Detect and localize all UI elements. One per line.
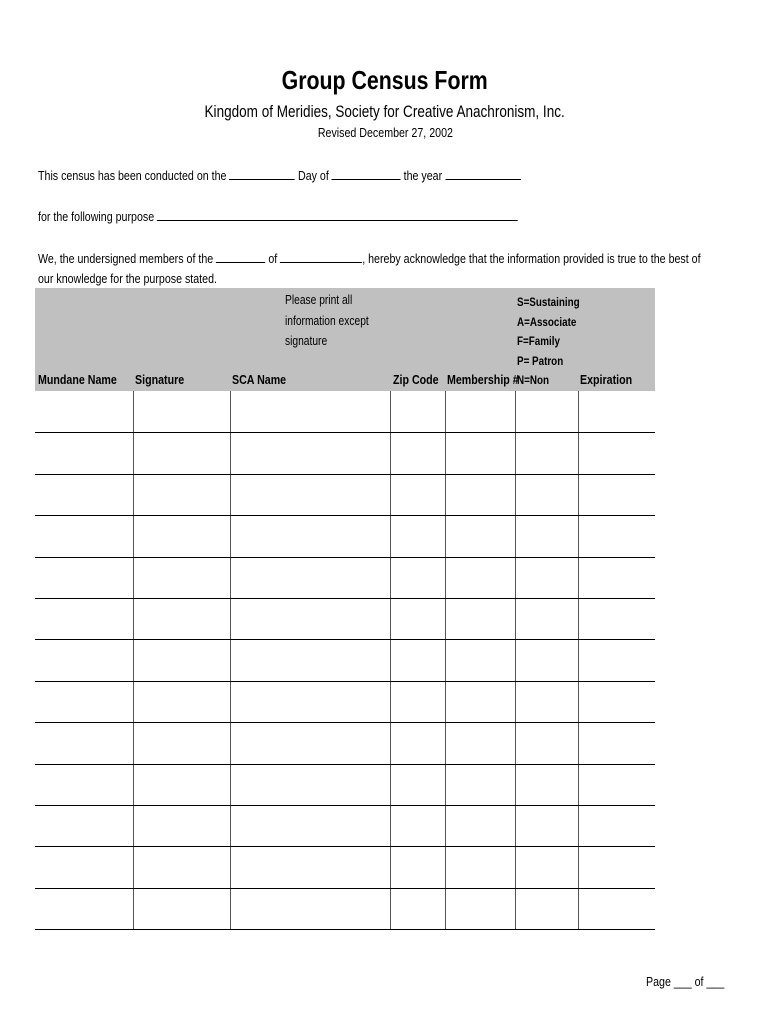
col-membership-type: N=Non	[517, 373, 549, 387]
census-table-body	[35, 391, 655, 929]
column-divider	[133, 391, 134, 929]
acknowledgement-line-2: our knowledge for the purpose stated.	[38, 271, 217, 286]
group-type-blank[interactable]	[216, 250, 265, 263]
col-sca-name: SCA Name	[232, 372, 287, 387]
conducted-line: This census has been conducted on the Day of the year	[38, 167, 627, 185]
year-blank[interactable]	[445, 167, 520, 180]
col-signature: Signature	[135, 372, 185, 387]
table-row[interactable]	[35, 929, 655, 930]
table-row[interactable]	[35, 474, 655, 475]
col-membership-number: Membership #	[447, 372, 519, 387]
table-row[interactable]	[35, 846, 655, 847]
column-divider	[578, 391, 579, 929]
column-divider	[230, 391, 231, 929]
form-title: Group Census Form	[281, 65, 489, 95]
col-expiration: Expiration	[580, 372, 633, 387]
table-row[interactable]	[35, 805, 655, 806]
table-row[interactable]	[35, 557, 655, 558]
table-row[interactable]	[35, 764, 655, 765]
table-row[interactable]	[35, 722, 655, 723]
purpose-line: for the following purpose	[38, 208, 623, 226]
table-row[interactable]	[35, 432, 655, 433]
membership-legend: S=Sustaining A=Associate F=Family P= Patron	[517, 295, 580, 368]
purpose-blank[interactable]	[157, 208, 518, 221]
col-mundane-name: Mundane Name	[38, 372, 117, 387]
column-divider	[445, 391, 446, 929]
page-number: Page ___ of ___	[646, 974, 725, 989]
form-subtitle: Kingdom of Meridies, Society for Creative Anachronism, Inc.	[204, 103, 566, 121]
month-blank[interactable]	[332, 167, 401, 180]
table-row[interactable]	[35, 681, 655, 682]
day-blank[interactable]	[229, 167, 295, 180]
col-zip-code: Zip Code	[393, 372, 439, 387]
revision-date: Revised December 27, 2002	[317, 125, 453, 140]
table-row[interactable]	[35, 888, 655, 889]
print-note: Please print all information except signature	[285, 293, 369, 348]
acknowledgement-line-1: We, the undersigned members of the of , hereby acknowledge that the information provided is true to the best of	[38, 251, 701, 266]
table-row[interactable]	[35, 515, 655, 516]
column-divider	[390, 391, 391, 929]
table-header	[35, 288, 655, 391]
group-name-blank[interactable]	[280, 250, 362, 263]
table-row[interactable]	[35, 598, 655, 599]
column-divider	[515, 391, 516, 929]
table-row[interactable]	[35, 639, 655, 640]
